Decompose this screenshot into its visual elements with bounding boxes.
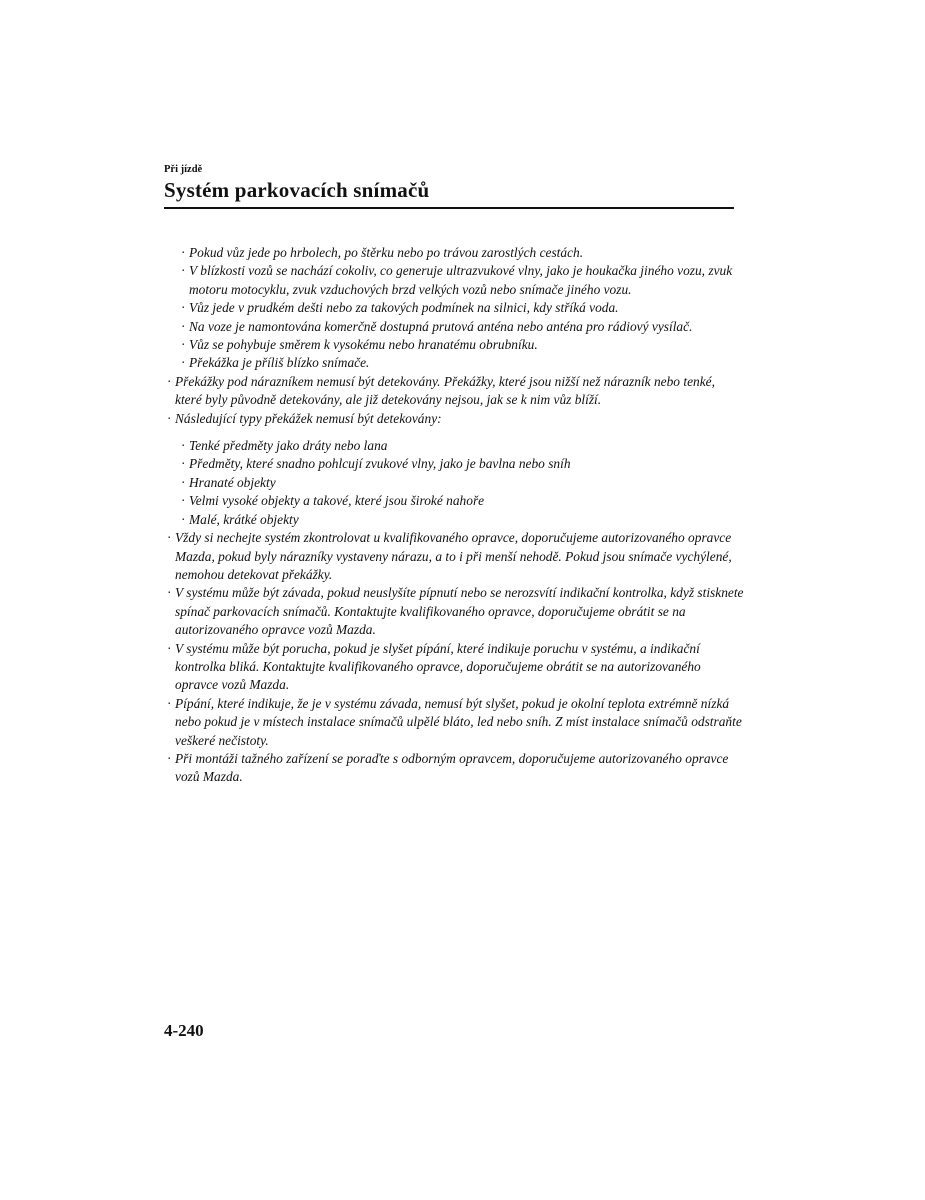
title-rule: [164, 207, 734, 209]
note-item: · Při montáži tažného zařízení se poraďte s odborným opravcem, doporučujeme autorizovaného opravce vozů Mazda.: [164, 750, 744, 787]
note-item: · Překážky pod nárazníkem nemusí být detekovány. Překážky, které jsou nižší než nárazník nebo tenké, které byly původně detekovány, ale již detekovány nejsou, jak se k nim vůz blíží.: [164, 373, 744, 410]
note-item: · V systému může být závada, pokud neuslyšíte pípnutí nebo se nerozsvítí indikační kontrolka, když stisknete spínač parkovacích snímačů. Kontaktujte kvalifikovaného opravce, doporučujeme obrátit se na autorizovaného opravce vozů Mazda.: [164, 584, 744, 639]
list-item: · Pokud vůz jede po hrbolech, po štěrku nebo po trávou zarostlých cestách.: [178, 244, 744, 262]
list-item: · Velmi vysoké objekty a takové, které jsou široké nahoře: [178, 492, 744, 510]
list-item: · Na voze je namontována komerčně dostupná prutová anténa nebo anténa pro rádiový vysílač.: [178, 318, 744, 336]
list-item: · V blízkosti vozů se nachází cokoliv, co generuje ultrazvukové vlny, jako je houkačka jiného vozu, zvuk motoru motocyklu, zvuk vzduchových brzd velkých vozů nebo snímače jiného vozu.: [178, 262, 744, 299]
section-label: Při jízdě: [164, 164, 203, 175]
content: [164, 244, 744, 787]
list-item: · Překážka je příliš blízko snímače.: [178, 354, 744, 372]
spacer: [164, 428, 744, 437]
note-item: · Následující typy překážek nemusí být detekovány:: [164, 410, 744, 428]
list-item: · Malé, krátké objekty: [178, 511, 744, 529]
note-item: · V systému může být porucha, pokud je slyšet pípání, které indikuje poruchu v systému, a indikační kontrolka bliká. Kontaktujte kvalifikovaného opravce, doporučujeme obrátit se na autorizovaného opravce vozů Mazda.: [164, 640, 744, 695]
list-item: · Vůz jede v prudkém dešti nebo za takových podmínek na silnici, kdy stříká voda.: [178, 299, 744, 317]
list-item: · Tenké předměty jako dráty nebo lana: [178, 437, 744, 455]
list-item: · Předměty, které snadno pohlcují zvukové vlny, jako je bavlna nebo sníh: [178, 455, 744, 473]
note-item: · Vždy si nechejte systém zkontrolovat u kvalifikovaného opravce, doporučujeme autorizovaného opravce Mazda, pokud byly nárazníky vystaveny nárazu, a to i při menší nehodě. Pokud jsou snímače vychýlené, nemohou detekovat překážky.: [164, 529, 744, 584]
note-item: · Pípání, které indikuje, že je v systému závada, nemusí být slyšet, pokud je okolní teplota extrémně nízká nebo pokud je v místech instalace snímačů ulpělé bláto, led nebo sníh. Z míst instalace snímačů odstraňte veškeré nečistoty.: [164, 695, 744, 750]
page-title: Systém parkovacích snímačů: [164, 178, 430, 202]
list-item: · Vůz se pohybuje směrem k vysokému nebo hranatému obrubníku.: [178, 336, 744, 354]
list-item: · Hranaté objekty: [178, 474, 744, 492]
page-number: 4-240: [164, 1021, 204, 1040]
